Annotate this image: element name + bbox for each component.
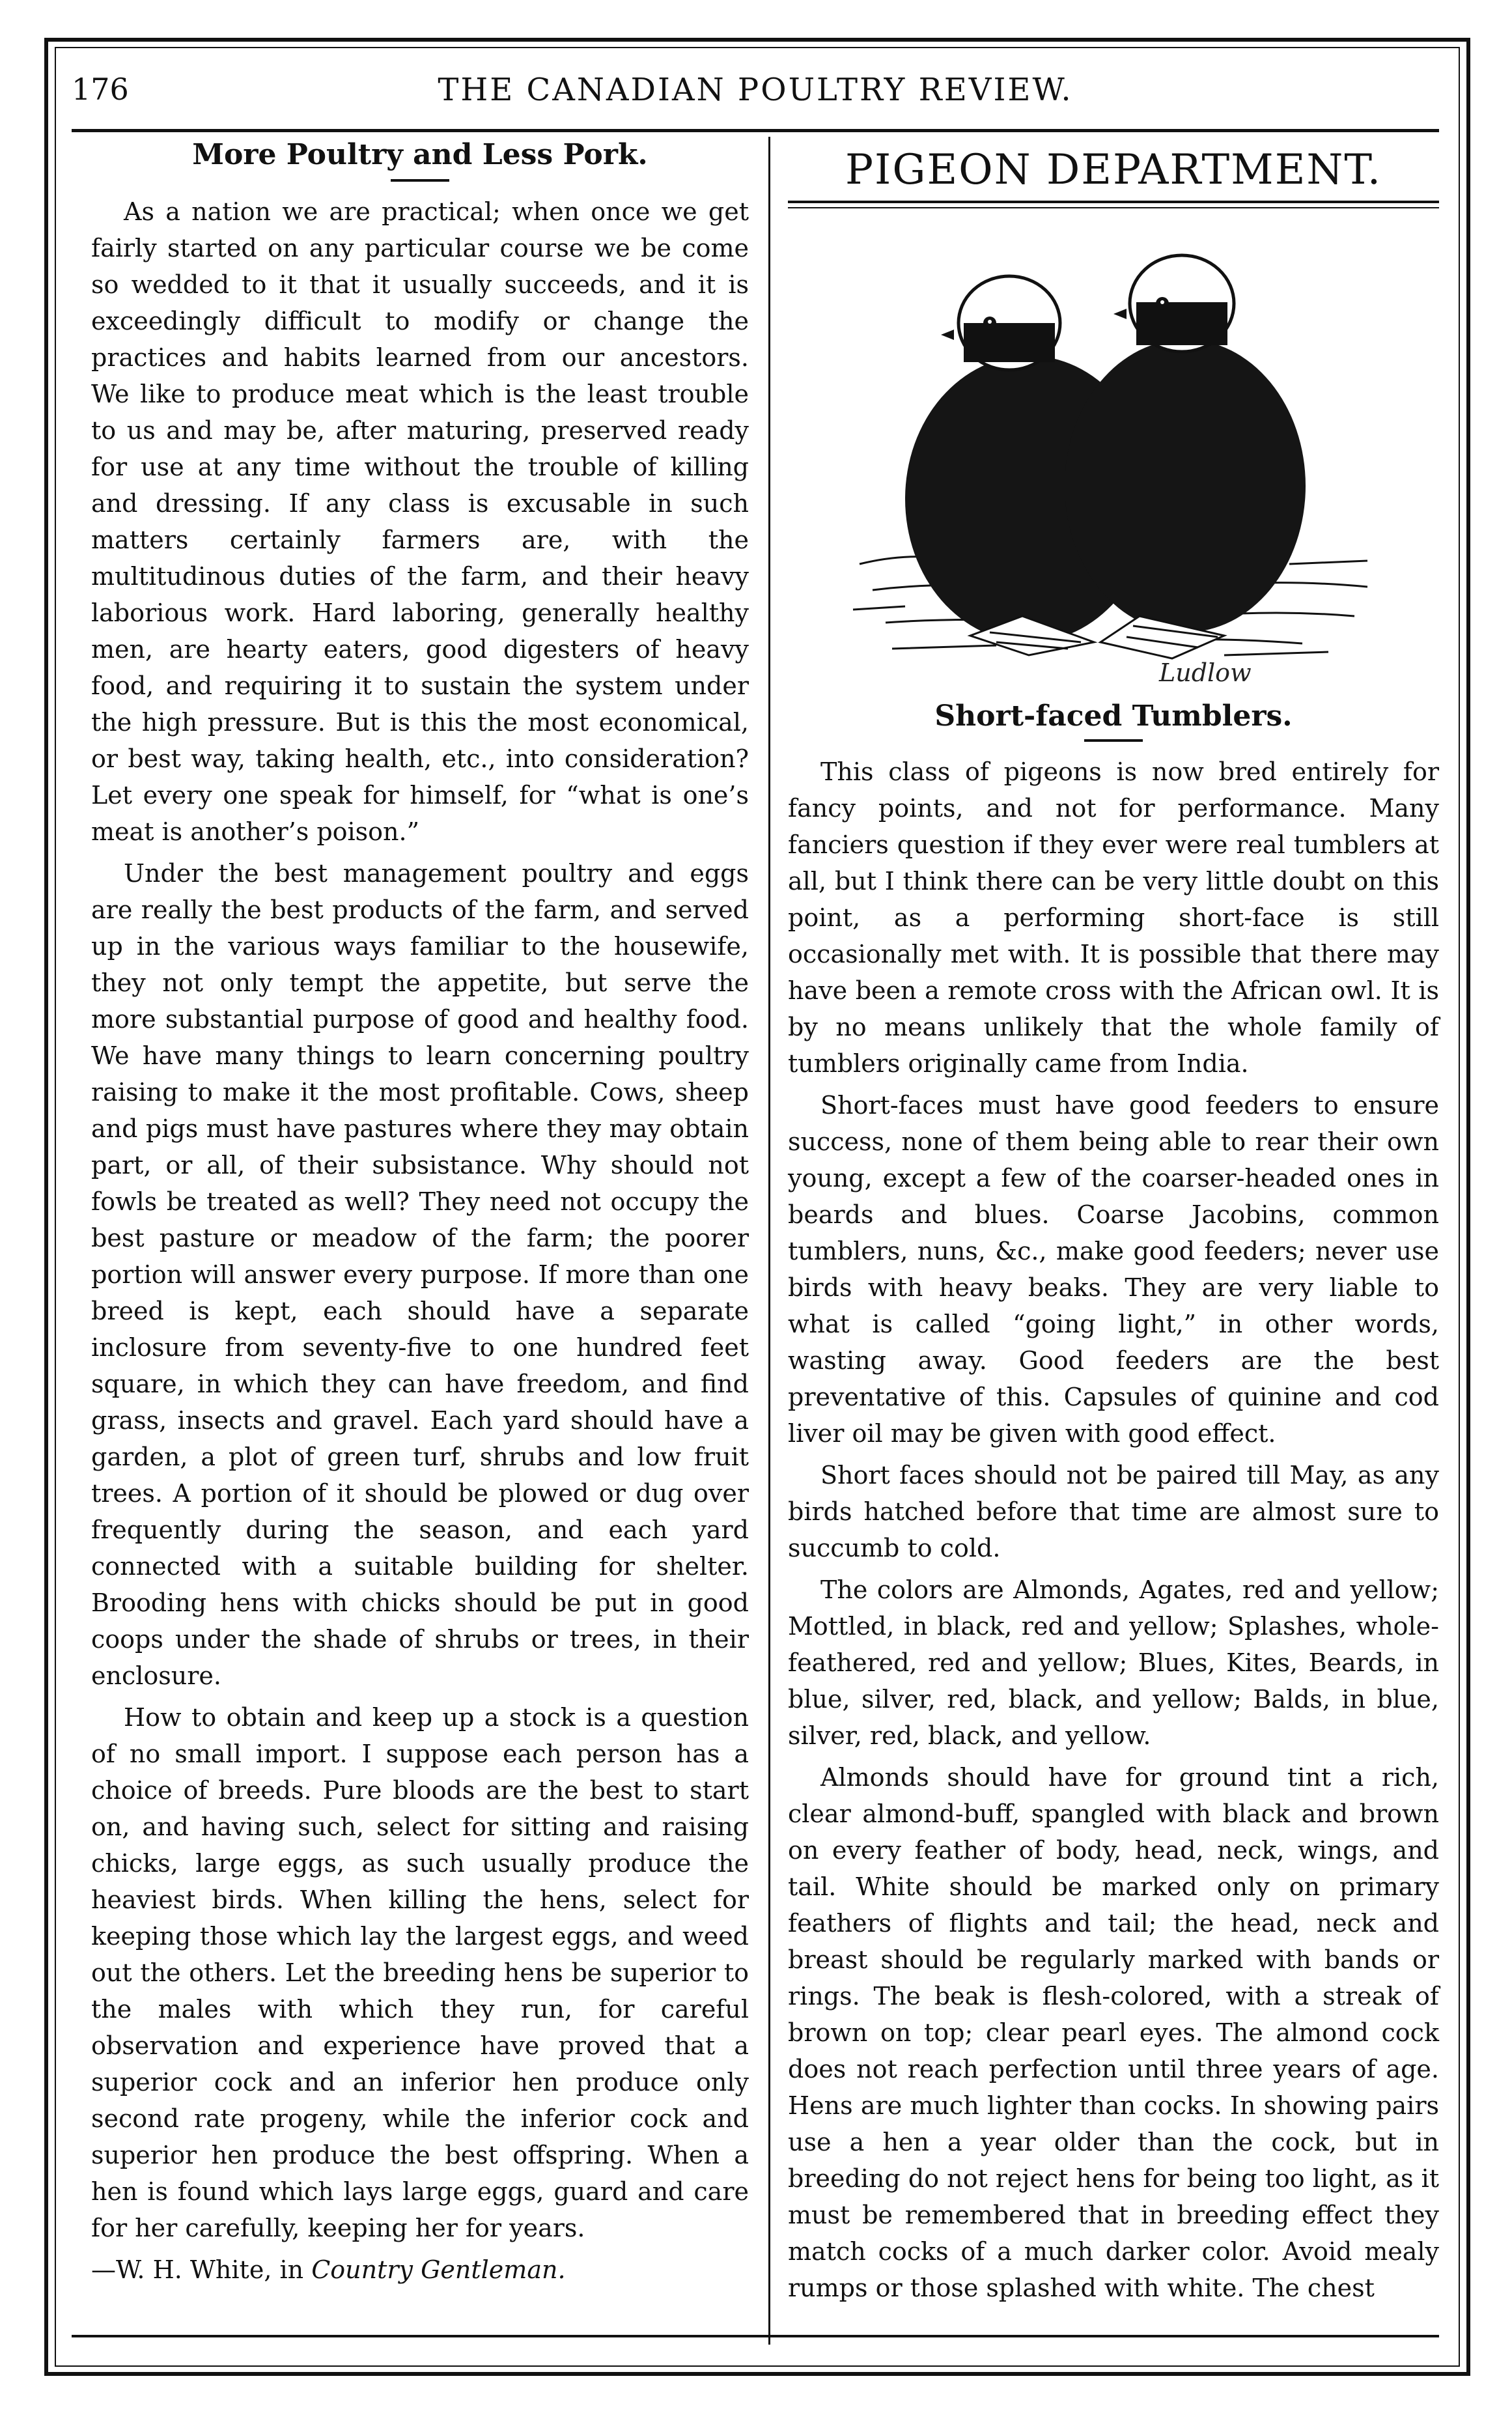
article-paragraph: Short faces should not be paired till May, as any birds hatched before that time are almost sure to succumb to cold. bbox=[788, 1461, 1439, 1562]
article-paragraph: How to obtain and keep up a stock is a question of no small import. I suppose each person has a choice of breeds. Pure bloods are the best to start on, and having such, select for sitting and raising chicks, large eggs, as such usually produce the heaviest birds. When killing the hens, select for keeping those which lay the largest eggs, and weed out the others. Let the breeding hens be superior to the males with which they run, for careful observation and experience have proved that a superior cock and an inferior hen produce only second rate progeny, while the inferior cock and superior hen produce the best offspring. When a hen is found which lays large eggs, guard and care for her carefully, keeping her for years. bbox=[91, 1703, 749, 2242]
signature-source: Country Gentleman. bbox=[311, 2255, 566, 2284]
article-paragraph: Almonds should have for ground tint a rich, clear almond-buff, spangled with black and brown on every feather of body, head, neck, wings, and tail. White should be marked only on primary feathers of flights and tail; the head, neck and breast should be regularly marked with bands or rings. The beak is flesh-colored, with a streak of brown on top; clear pearl eyes. The almond cock does not reach perfection until three years of age. Hens are much lighter than cocks. In showing pairs use a hen a year older than the cock, but in breeding do not reject hens for being too light, as it must be remembered that in breeding effect they match cocks of a much darker color. Avoid mealy rumps or those splashed with white. The chest bbox=[788, 1763, 1439, 2302]
bottom-rule bbox=[72, 2335, 1439, 2337]
signature-author: —W. H. White, in bbox=[91, 2255, 312, 2284]
article-paragraph: The colors are Almonds, Agates, red and yellow; Mottled, in black, red and yellow; Splashes, whole-feathered, red and yellow; Blues, Kites, Beards, in blue, silver, red, black, and yellow; Balds, in blue, silver, red, black, and yellow. bbox=[788, 1575, 1439, 1750]
article-signature bbox=[91, 2251, 749, 2288]
header-rule bbox=[72, 129, 1439, 132]
tumbler-pigeons-illustration bbox=[833, 225, 1393, 694]
page-header bbox=[72, 72, 1439, 124]
article-paragraph: This class of pigeons is now bred entirely for fancy points, and not for performance. Many fanciers question if they ever were real tumblers at all, but I think there can be very little doubt on this point, as a performing short-face is still occasionally met with. It is possible that there may have been a remote cross with the African owl. It is by no means unlikely that the whole family of tumblers originally came from India. bbox=[788, 757, 1439, 1078]
article-paragraph: Short-faces must have good feeders to ensure success, none of them being able to rear their own young, except a few of the coarser-headed ones in beards and blues. Coarse Jacobins, common tumblers, nuns, &c., make good feeders; never use birds with heavy beaks. They are very liable to what is called “going light,” in other words, wasting away. Good feeders are the best preventative of this. Capsules of quinine and cod liver oil may be given with good effect. bbox=[788, 1091, 1439, 1448]
department-rule-thin bbox=[788, 207, 1439, 208]
caption-rule bbox=[1084, 739, 1143, 742]
illustration-signature: Ludlow bbox=[1159, 658, 1252, 687]
column-divider bbox=[768, 137, 770, 2345]
department-title: PIGEON DEPARTMENT. bbox=[845, 146, 1382, 194]
title-rule bbox=[391, 179, 449, 182]
page-number: 176 bbox=[72, 72, 129, 107]
department-rule bbox=[788, 201, 1439, 203]
illustration-caption: Short-faced Tumblers. bbox=[934, 699, 1293, 733]
article-title: More Poultry and Less Pork. bbox=[192, 138, 648, 171]
right-column bbox=[788, 138, 1439, 2311]
article-paragraph: Under the best management poultry and eggs are really the best products of the farm, and served up in the various ways familiar to the housewife, they not only tempt the appetite, but serve the more substantial purpose of good and healthy food. We have many things to learn concerning poultry raising to make it the most profitable. Cows, sheep and pigs must have pastures where they may obtain part, or all, of their subsistance. Why should not fowls be treated as well? They need not occupy the best pasture or meadow of the farm; the poorer portion will answer every purpose. If more than one breed is kept, each should have a separate inclosure from seventy-five to one hundred feet square, in which they can have freedom, and find grass, insects and gravel. Each yard should have a garden, a plot of green turf, shrubs and low fruit trees. A portion of it should be plowed or dug over frequently during the season, and each yard connected with a suitable building for shelter. Brooding hens with chicks should be put in good coops under the shade of shrubs or trees, in their enclosure. bbox=[91, 859, 749, 1690]
journal-title: THE CANADIAN POULTRY REVIEW. bbox=[438, 72, 1073, 108]
left-column bbox=[91, 138, 749, 2288]
article-paragraph: As a nation we are practical; when once we get fairly started on any particular course we be come so wedded to it that it usually succeeds, and it is exceedingly difficult to modify or change the practices and habits learned from our ancestors. We like to produce meat which is the least trouble to us and may be, after maturing, preserved ready for use at any time without the trouble of killing and dressing. If any class is excusable in such matters certainly farmers are, with the multitudinous duties of the farm, and their heavy laborious work. Hard laboring, generally healthy men, are hearty eaters, good digesters of heavy food, and requiring it to sustain the system under the high pressure. But is this the most economical, or best way, taking health, etc., into consideration? Let every one speak for himself, for “what is one’s meat is another’s poison.” bbox=[91, 197, 749, 846]
